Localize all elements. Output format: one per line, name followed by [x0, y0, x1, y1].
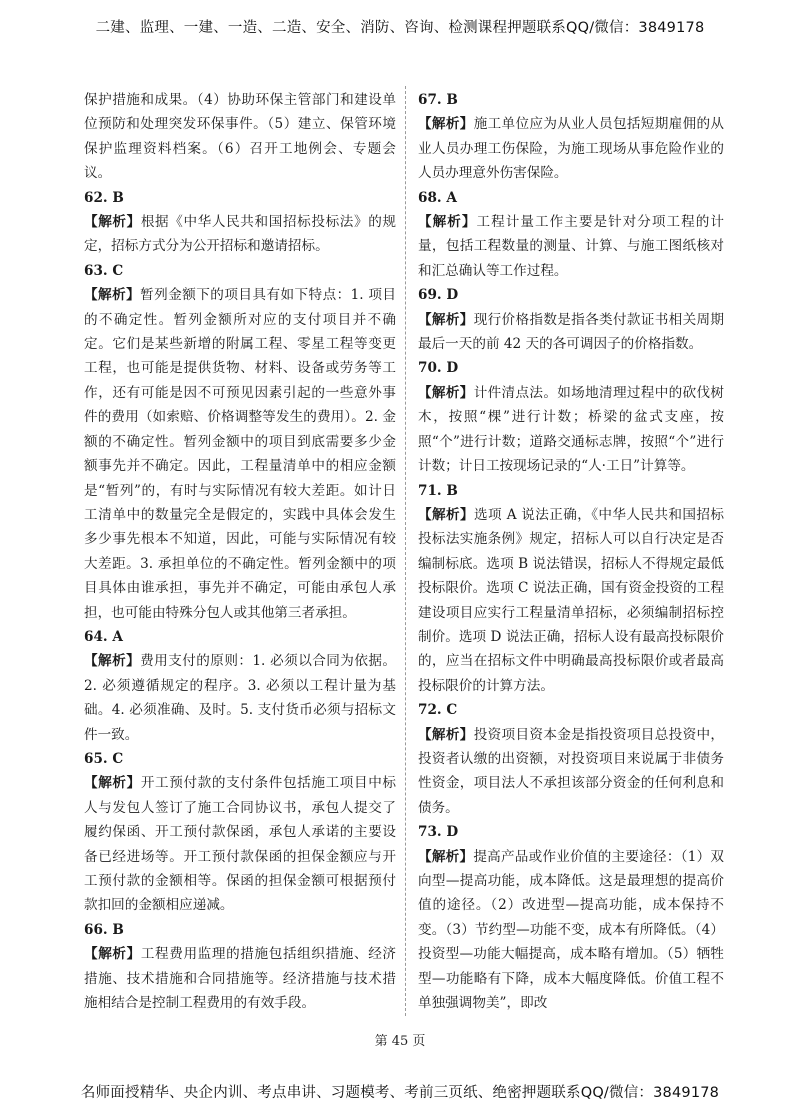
analysis-tag: 【解析】: [84, 287, 141, 304]
answer-item-71: [418, 479, 724, 699]
analysis-tag: 【解析】: [84, 775, 141, 792]
analysis-tag: 【解析】: [84, 214, 141, 231]
answer-item-72: [418, 698, 724, 820]
header-banner: 二建、监理、一建、一造、二造、安全、消防、咨询、检测课程押题联系QQ/微信：3849178: [95, 20, 705, 36]
explanation-text: 选项 A 说法正确，《中华人民共和国招标投标法实施条例》规定，招标人可以自行决定是否编制标底。选项 B 说法错误，招标人不得规定最低投标限价。选项 C 说法正确，国有资金投资的工程建设项目应实行工程量清单招标，必须编制招标控制价。选项 D 说法正确，招标人设有最高投标限价的，应当在招标文件中明确最高投标限价或者最高投标限价的计算方法。: [418, 506, 725, 694]
answer-explanation: [418, 308, 724, 357]
left-intro-paragraph: 保护措施和成果。（4）协助环保主管部门和建设单位预防和处理突发环保事件。（5）建立、保管环境保护监理资料档案。（6）召开工地例会、专题会议。: [84, 92, 396, 182]
analysis-tag: 【解析】: [84, 653, 141, 670]
answer-item-66: [84, 918, 396, 1016]
answer-item-62: [84, 186, 396, 259]
answer-item-73: [418, 820, 724, 1015]
explanation-text: 开工预付款的支付条件包括施工项目中标人与发包人签订了施工合同协议书，承包人提交了履约保函、开工预付款保函，承包人承诺的主要设备已经进场等。开工预付款保函的担保金额应与开工预付款的金额相等。保函的担保金额可根据预付款扣回的金额相应递减。: [84, 775, 397, 914]
analysis-tag: 【解析】: [418, 116, 474, 133]
answer-number: 65. C: [84, 750, 124, 767]
answer-item-64: [84, 625, 396, 747]
analysis-tag: 【解析】: [418, 384, 474, 401]
left-column: [84, 88, 396, 1015]
answer-number: 71. B: [418, 482, 458, 499]
answer-explanation: [418, 845, 724, 1016]
analysis-tag: 【解析】: [84, 946, 141, 963]
answer-number: 66. B: [84, 921, 124, 938]
explanation-text: 计件清点法。如场地清理过程中的砍伐树木，按照“棵”进行计数；桥梁的盆式支座，按照“个”进行计数；道路交通标志牌，按照“个”进行计数；计日工按现场记录的“人·工日”计算等。: [418, 384, 725, 475]
answer-number: 69. D: [418, 287, 459, 304]
answer-number: 62. B: [84, 189, 124, 206]
explanation-text: 现行价格指数是指各类付款证书相关周期最后一天的前 42 天的各可调因子的价格指数。: [418, 311, 725, 353]
answer-number: 64. A: [84, 628, 123, 645]
answer-item-63: [84, 259, 396, 625]
analysis-tag: 【解析】: [418, 726, 474, 743]
explanation-text: 工程费用监理的措施包括组织措施、经济措施、技术措施和合同措施等。经济措施与技术措施相结合是控制工程费用的有效手段。: [84, 946, 397, 1012]
page-number: 第 45 页: [374, 1034, 426, 1049]
answer-item-67: [418, 88, 724, 186]
answer-explanation: [418, 381, 724, 479]
explanation-text: 费用支付的原则：1. 必须以合同为依据。2. 必须遵循规定的程序。3. 必须以工程计量为基础。4. 必须准确、及时。5. 支付货币必须与招标文件一致。: [84, 653, 396, 743]
answer-number: 67. B: [418, 92, 458, 108]
answer-explanation: [84, 771, 396, 917]
analysis-tag: 【解析】: [418, 214, 477, 231]
explanation-text: 根据《中华人民共和国招标投标法》的规定，招标方式分为公开招标和邀请招标。: [84, 214, 397, 255]
explanation-text: 工程计量工作主要是针对分项工程的计量，包括工程数量的测量、计算、与施工图纸核对和汇总确认等工作过程。: [418, 214, 725, 279]
answer-explanation: [418, 112, 724, 185]
answer-explanation: [418, 210, 724, 283]
answer-explanation: [418, 503, 724, 698]
answer-item-65: [84, 747, 396, 918]
column-divider: [405, 86, 406, 1016]
answer-explanation: [84, 649, 396, 747]
explanation-text: 暂列金额下的项目具有如下特点：1. 项目的不确定性。暂列金额所对应的支付项目并不确定。它们是某些新增的附属工程、零星工程等变更工程，也可能是提供货物、材料、设备或劳务等工作，还有可能是因不可预见因素引起的一些意外事件的费用（如索赔、价格调整等发生的费用）。2. 金额的不确定性。暂列金额中的项目到底需要多少金额事先并不确定。因此，工程量清单中的相应金额是“暂列”的，有时与实际情况有较大差距。如计日工清单中的数量完全是假定的，实践中具体会发生多少事先根本不知道，因此，可能与实际情况有较大差距。3. 承担单位的不确定性。暂列金额中的项目具体由谁承担，事先并不确定，可能由承包人承担，也可能由特殊分包人或其他第三者承担。: [84, 287, 396, 621]
answer-item-68: [418, 186, 724, 284]
analysis-tag: 【解析】: [418, 311, 474, 328]
answer-number: 70. D: [418, 360, 459, 377]
answer-explanation: [418, 723, 724, 821]
answer-item-69: [418, 283, 724, 356]
analysis-tag: 【解析】: [418, 848, 474, 865]
answer-explanation: [84, 283, 396, 625]
answer-explanation: [84, 210, 396, 259]
answer-number: 72. C: [418, 702, 458, 719]
explanation-text: 投资项目资本金是指投资项目总投资中，投资者认缴的出资额，对投资项目来说属于非债务性资金，项目法人不承担该部分资金的任何利息和债务。: [418, 726, 725, 816]
answer-number: 68. A: [418, 189, 457, 206]
explanation-text: 施工单位应为从业人员包括短期雇佣的从业人员办理工伤保险，为施工现场从事危险作业的人员办理意外伤害保险。: [418, 116, 725, 182]
answer-number: 73. D: [418, 824, 459, 841]
answer-item-70: [418, 356, 724, 478]
analysis-tag: 【解析】: [418, 506, 474, 523]
footer-banner: 名师面授精华、央企内训、考点串讲、习题模考、考前三页纸、绝密押题联系QQ/微信：3849178: [80, 1085, 720, 1101]
explanation-text: 提高产品或作业价值的主要途径：（1）双向型—提高功能，成本降低。这是最理想的提高价值的途径。（2）改进型—提高功能，成本保持不变。（3）节约型—功能不变，成本有所降低。（4）投资型—功能大幅提高，成本略有增加。（5）牺牲型—功能略有下降，成本大幅度降低。价值工程不单独强调物美”，即改: [418, 848, 725, 1012]
right-column: [418, 88, 724, 1015]
answer-number: 63. C: [84, 262, 124, 279]
answer-explanation: [84, 942, 396, 1015]
